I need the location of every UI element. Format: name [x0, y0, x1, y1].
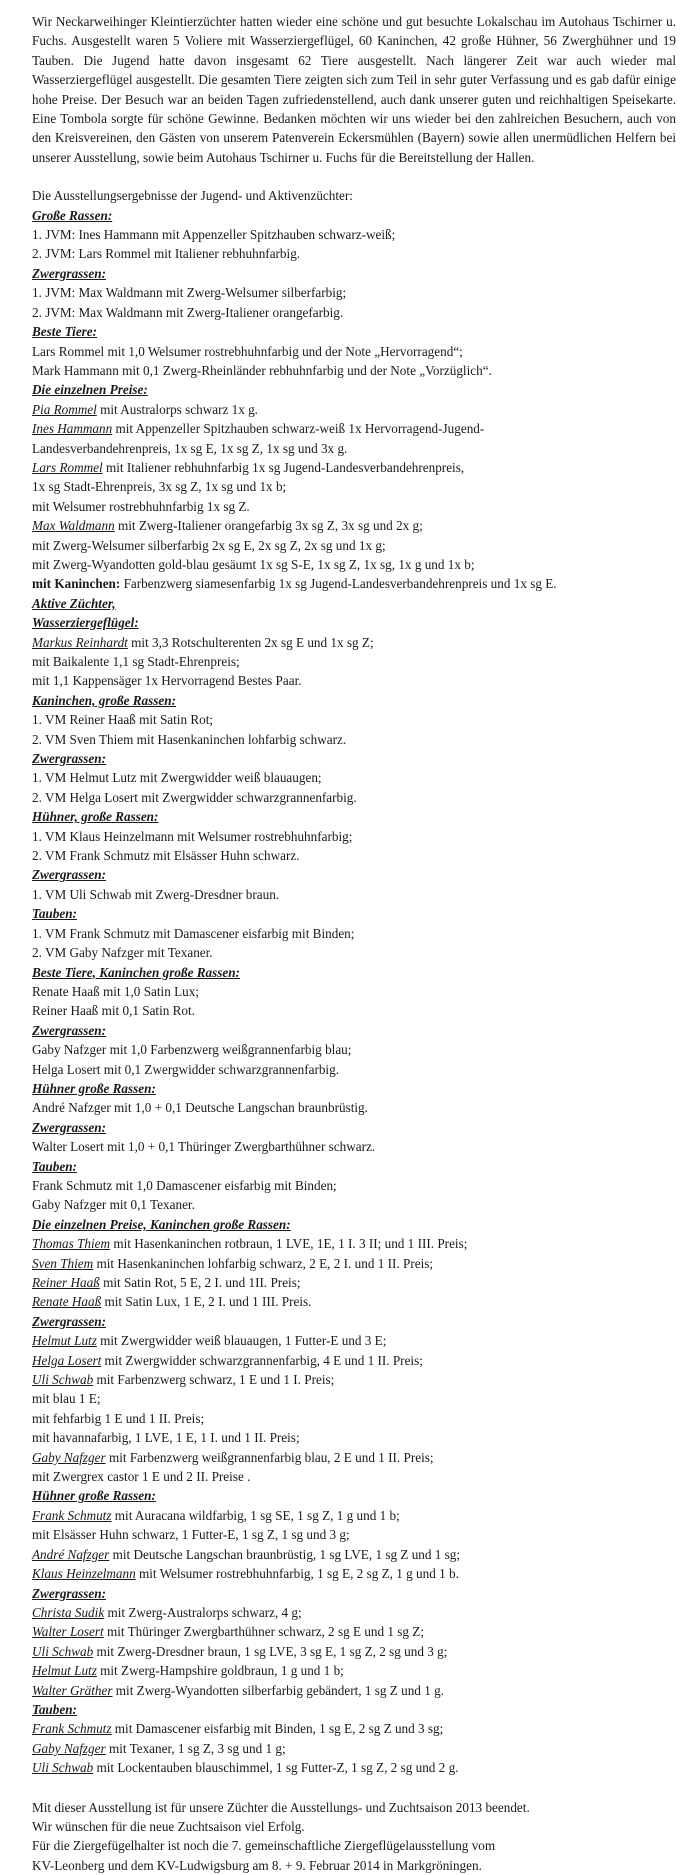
closing-line: Für die Ziergefügelhalter ist noch die 7. gemeinschaftliche Ziergeflügelausstellung vom — [32, 1838, 496, 1854]
breeder-name: Markus Reinhardt — [32, 634, 128, 650]
result-text: Farbenzwerg siamesenfarbig 1x sg Jugend-Landesverbandehrenpreis und 1x sg E. — [120, 576, 557, 592]
section-heading — [32, 865, 676, 884]
result-line — [32, 477, 676, 496]
result-line — [32, 1098, 676, 1117]
result-line — [32, 516, 676, 535]
breeder-name: Gaby Nafzger — [32, 1740, 106, 1756]
section-heading-text: Zwergrassen: — [32, 265, 106, 281]
result-text: mit Elsässer Huhn schwarz, 1 Futter-E, 1 sg Z, 1 sg und 3 g; — [32, 1527, 350, 1543]
result-text: mit Zwerg-Wyandotten gold-blau gesäumt 1x sg S-E, 1x sg Z, 1x sg, 1x g und 1x b; — [32, 556, 475, 572]
closing-section — [32, 1798, 676, 1875]
result-line — [32, 1467, 676, 1486]
result-line — [32, 885, 676, 904]
breeder-name: Klaus Heinzelmann — [32, 1566, 136, 1582]
result-text: mit Zwerg-Italiener orangefarbig 3x sg Z, 3x sg und 2x g; — [114, 518, 423, 534]
result-line — [32, 846, 676, 865]
result-text: 1. VM Reiner Haaß mit Satin Rot; — [32, 712, 214, 728]
result-text: Landesverbandehrenpreis, 1x sg E, 1x sg Z, 1x sg und 3x g. — [32, 440, 348, 456]
result-line — [32, 1040, 676, 1059]
result-text: mit Farbenzwerg schwarz, 1 E und 1 I. Preis; — [93, 1372, 335, 1388]
result-line — [32, 342, 676, 361]
breeder-name: Gaby Nafzger — [32, 1449, 106, 1465]
section-heading-text: Die einzelnen Preise, Kaninchen große Rassen: — [32, 1216, 291, 1232]
section-heading — [32, 1157, 676, 1176]
result-line — [32, 303, 676, 322]
result-text: 1. VM Frank Schmutz mit Damascener eisfarbig mit Binden; — [32, 925, 355, 941]
breeder-name: Christa Sudik — [32, 1604, 105, 1620]
breeder-name: Lars Rommel — [32, 459, 103, 475]
result-text: Gaby Nafzger mit 1,0 Farbenzwerg weißgrannenfarbig blau; — [32, 1042, 352, 1058]
result-text: mit 3,3 Rotschulterenten 2x sg E und 1x sg Z; — [127, 634, 374, 650]
closing-line: Wir wünschen für die neue Zuchtsaison viel Erfolg. — [32, 1818, 305, 1834]
result-line — [32, 1389, 676, 1408]
section-heading — [32, 1021, 676, 1040]
result-text: mit Zwerg-Welsumer silberfarbig 2x sg E, 2x sg Z, 2x sg und 1x g; — [32, 537, 386, 553]
section-heading-text: Zwergrassen: — [32, 1119, 106, 1135]
result-text: Helga Losert mit 0,1 Zwergwidder schwarzgrannenfarbig. — [32, 1061, 339, 1077]
breeder-name: Frank Schmutz — [32, 1721, 112, 1737]
result-line — [32, 730, 676, 749]
section-heading-text: Beste Tiere: — [32, 324, 98, 340]
result-line — [32, 1292, 676, 1311]
section-heading-text: Große Rassen: — [32, 207, 113, 223]
section-heading — [32, 807, 676, 826]
result-line — [32, 400, 676, 419]
result-text: mit Zwergwidder schwarzgrannenfarbig, 4 E und 1 II. Preis; — [101, 1352, 423, 1368]
bold-label: mit Kaninchen: — [32, 576, 121, 592]
result-text: 1. VM Uli Schwab mit Zwerg-Dresdner braun. — [32, 886, 280, 902]
result-text: mit 1,1 Kappensäger 1x Hervorragend Bestes Paar. — [32, 673, 302, 689]
result-line — [32, 1060, 676, 1079]
result-line — [32, 574, 676, 593]
result-text: 2. VM Helga Losert mit Zwergwidder schwarzgrannenfarbig. — [32, 789, 357, 805]
result-text: 1. JVM: Max Waldmann mit Zwerg-Welsumer silberfarbig; — [32, 285, 347, 301]
result-text: mit havannafarbig, 1 LVE, 1 E, 1 I. und 1 II. Preis; — [32, 1430, 300, 1446]
breeder-name: Uli Schwab — [32, 1760, 94, 1776]
result-text: Frank Schmutz mit 1,0 Damascener eisfarbig mit Binden; — [32, 1177, 337, 1193]
section-heading-text: Kaninchen, große Rassen: — [32, 692, 176, 708]
result-text: 2. JVM: Max Waldmann mit Zwerg-Italiener orangefarbig. — [32, 304, 344, 320]
result-text: mit Auracana wildfarbig, 1 sg SE, 1 sg Z, 1 g und 1 b; — [111, 1507, 400, 1523]
result-text: mit Hasenkaninchen lohfarbig schwarz, 2 E, 2 I. und 1 II. Preis; — [93, 1255, 434, 1271]
section-heading — [32, 1700, 676, 1719]
result-text: Renate Haaß mit 1,0 Satin Lux; — [32, 983, 200, 999]
breeder-name: Max Waldmann — [32, 518, 115, 534]
section-heading-text: Zwergrassen: — [32, 751, 106, 767]
result-text: 2. VM Gaby Nafzger mit Texaner. — [32, 945, 213, 961]
result-line — [32, 497, 676, 516]
section-heading — [32, 322, 676, 341]
result-line — [32, 1739, 676, 1758]
closing-line: KV-Leonberg und dem KV-Ludwigsburg am 8. + 9. Februar 2014 in Markgröningen. — [32, 1857, 482, 1873]
result-line — [32, 1719, 676, 1738]
result-line — [32, 943, 676, 962]
result-text: mit Zwerg-Hampshire goldbraun, 1 g und 1 b; — [96, 1663, 344, 1679]
result-line — [32, 1564, 676, 1583]
result-text: mit Thüringer Zwergbarthühner schwarz, 2 sg E und 1 sg Z; — [103, 1624, 425, 1640]
section-heading-text: Tauben: — [32, 1158, 77, 1174]
section-heading-text: Hühner große Rassen: — [32, 1080, 156, 1096]
result-line — [32, 1176, 676, 1195]
result-text: mit Satin Rot, 5 E, 2 I. und 1II. Preis; — [99, 1275, 301, 1290]
result-line — [32, 536, 676, 555]
result-line — [32, 1428, 676, 1447]
result-text: mit Welsumer rostrebhuhnfarbig 1x sg Z. — [32, 498, 250, 514]
result-line — [32, 1506, 676, 1525]
section-heading-text: Tauben: — [32, 1701, 77, 1717]
result-line — [32, 1681, 676, 1700]
result-line — [32, 419, 676, 438]
result-line — [32, 361, 676, 380]
result-line — [32, 1622, 676, 1641]
result-line — [32, 1001, 676, 1020]
breeder-name: Walter Losert — [32, 1624, 104, 1640]
section-heading — [32, 1486, 676, 1505]
breeder-name: Uli Schwab — [32, 1643, 94, 1659]
result-text: mit Hasenkaninchen rotbraun, 1 LVE, 1E, 1 I. 3 II; und 1 III. Preis; — [110, 1236, 468, 1252]
result-line — [32, 788, 676, 807]
section-heading-text: Wasserziergeflügel: — [32, 615, 139, 631]
result-text: mit Baikalente 1,1 sg Stadt-Ehrenpreis; — [32, 654, 240, 669]
section-heading — [32, 206, 676, 225]
section-heading-text: Zwergrassen: — [32, 1585, 106, 1601]
result-line — [32, 225, 676, 244]
breeder-name: Frank Schmutz — [32, 1507, 112, 1523]
result-text: 1. VM Klaus Heinzelmann mit Welsumer rostrebhuhnfarbig; — [32, 828, 353, 844]
result-line — [32, 652, 676, 671]
result-line — [32, 827, 676, 846]
result-text: 2. VM Frank Schmutz mit Elsässer Huhn schwarz. — [32, 848, 300, 864]
result-line — [32, 671, 676, 690]
result-line — [32, 1525, 676, 1544]
section-heading — [32, 749, 676, 768]
result-line — [32, 1351, 676, 1370]
result-line — [32, 555, 676, 574]
result-line — [32, 283, 676, 302]
section-heading-text: Zwergrassen: — [32, 1022, 106, 1038]
breeder-name: Pia Rommel — [32, 401, 97, 417]
result-line — [32, 1273, 676, 1292]
section-heading — [32, 264, 676, 283]
result-text: mit Australorps schwarz 1x g. — [96, 401, 258, 417]
intro-paragraph: Wir Neckarweihinger Kleintierzüchter hatten wieder eine schöne und gut besuchte Lokalschau im Autohaus Tschirner u. Fuchs. Ausgestellt waren 5 Voliere mit Wasserziergeflügel, 60 Kaninchen, 42 große Hühner, 56 Zwerghühner und 19 Tauben. Die Jugend hatte davon insgesamt 62 Tiere ausgestellt. Nach längerer Zeit war auch wieder mal Wasserziergeflügel ausgestellt. Die gesamten Tiere zeigten sich zum Teil in sehr guter Verfassung und es gab dafür einige hohe Preise. Der Besuch war an beiden Tagen zufriedenstellend, auch dank unserer guten und reichhaltigen Speisekarte. Eine Tombola sorgte für schöne Gewinne. Bedanken möchten wir uns wieder bei den zahlreichen Besuchern, auch von den Kreisvereinen, den Gästen von unserem Patenverein Eckersmühlen (Bayern) sowie allen unermüdlichen Helfern bei unserer Ausstellung, sowie beim Autohaus Tschirner u. Fuchs für die Bereitstellung der Hallen. — [32, 14, 676, 165]
result-text: Mark Hammann mit 0,1 Zwerg-Rheinländer rebhuhnfarbig und der Note „Vorzüglich“. — [32, 362, 492, 378]
breeder-name: André Nafzger — [32, 1546, 110, 1562]
result-text: mit Appenzeller Spitzhauben schwarz-weiß 1x Hervorragend-Jugend- — [112, 421, 485, 437]
result-line — [32, 1370, 676, 1389]
section-heading — [32, 1584, 676, 1603]
breeder-name: Thomas Thiem — [32, 1236, 111, 1252]
result-text: mit Deutsche Langschan braunbrüstig, 1 sg LVE, 1 sg Z und 1 sg; — [109, 1546, 461, 1562]
result-text: André Nafzger mit 1,0 + 0,1 Deutsche Langschan braunbrüstig. — [32, 1100, 368, 1116]
result-text: Walter Losert mit 1,0 + 0,1 Thüringer Zwergbarthühner schwarz. — [32, 1139, 376, 1155]
result-text: mit Farbenzwerg weißgrannenfarbig blau, 2 E und 1 II. Preis; — [105, 1449, 434, 1465]
result-text: 2. VM Sven Thiem mit Hasenkaninchen lohfarbig schwarz. — [32, 731, 347, 747]
result-line — [32, 458, 676, 477]
section-heading-text: Hühner große Rassen: — [32, 1488, 156, 1504]
breeder-name: Helmut Lutz — [32, 1333, 97, 1349]
breeder-name: Helmut Lutz — [32, 1663, 97, 1679]
result-line — [32, 1603, 676, 1622]
result-line — [32, 1758, 676, 1777]
result-text: Reiner Haaß mit 0,1 Satin Rot. — [32, 1003, 195, 1019]
result-line — [32, 982, 676, 1001]
section-heading-text: Die einzelnen Preise: — [32, 382, 148, 398]
result-text: mit Satin Lux, 1 E, 2 I. und 1 III. Preis. — [101, 1294, 312, 1310]
section-heading — [32, 691, 676, 710]
section-heading — [32, 1118, 676, 1137]
breeder-name: Ines Hammann — [32, 421, 113, 437]
result-text: mit Texaner, 1 sg Z, 3 sg und 1 g; — [105, 1740, 286, 1756]
result-text: mit Lockentauben blauschimmel, 1 sg Futter-Z, 1 sg Z, 2 sg und 2 g. — [93, 1760, 459, 1776]
result-text: mit Italiener rebhuhnfarbig 1x sg Jugend-Landesverbandehrenpreis, — [102, 459, 465, 475]
section-heading-text: Zwergrassen: — [32, 867, 106, 883]
section-heading — [32, 904, 676, 923]
result-text: Gaby Nafzger mit 0,1 Texaner. — [32, 1197, 195, 1213]
result-line — [32, 1545, 676, 1564]
breeder-name: Sven Thiem — [32, 1255, 94, 1271]
breeder-name: Renate Haaß — [32, 1294, 102, 1310]
breeder-name: Reiner Haaß — [32, 1275, 100, 1290]
result-line — [32, 1195, 676, 1214]
section-heading — [32, 613, 676, 632]
section-heading-text: Hühner, große Rassen: — [32, 809, 159, 825]
result-text: 1. JVM: Ines Hammann mit Appenzeller Spitzhauben schwarz-weiß; — [32, 227, 396, 243]
result-line — [32, 768, 676, 787]
result-line — [32, 244, 676, 263]
result-line — [32, 1234, 676, 1253]
result-text: 1. VM Helmut Lutz mit Zwergwidder weiß blauaugen; — [32, 770, 322, 786]
section-heading — [32, 1079, 676, 1098]
section-heading — [32, 963, 676, 982]
breeder-name: Walter Gräther — [32, 1682, 113, 1698]
result-text: mit Zwergwidder weiß blauaugen, 1 Futter-E und 3 E; — [96, 1333, 387, 1349]
result-text: mit Damascener eisfarbig mit Binden, 1 sg E, 2 sg Z und 3 sg; — [111, 1721, 444, 1737]
section-heading — [32, 380, 676, 399]
result-line — [32, 924, 676, 943]
result-line — [32, 1448, 676, 1467]
result-line — [32, 439, 676, 458]
result-line — [32, 633, 676, 652]
result-text: 1x sg Stadt-Ehrenpreis, 3x sg Z, 1x sg und 1x b; — [32, 479, 287, 495]
result-text: mit Zwerg-Wyandotten silberfarbig gebändert, 1 sg Z und 1 g. — [112, 1682, 444, 1698]
section-heading — [32, 1312, 676, 1331]
result-line — [32, 710, 676, 729]
result-text: mit blau 1 E; — [32, 1391, 101, 1407]
section-heading-text: Aktive Züchter, — [32, 595, 116, 611]
result-text: mit Welsumer rostrebhuhnfarbig, 1 sg E, 2 sg Z, 1 g und 1 b. — [135, 1566, 459, 1582]
result-text: mit Zwerg-Dresdner braun, 1 sg LVE, 3 sg E, 1 sg Z, 2 sg und 3 g; — [93, 1643, 448, 1659]
result-line — [32, 1642, 676, 1661]
result-text: mit Zwerg-Australorps schwarz, 4 g; — [104, 1604, 302, 1620]
closing-line: Mit dieser Ausstellung ist für unsere Züchter die Ausstellungs- und Zuchtsaison 2013 beendet. — [32, 1799, 530, 1815]
breeder-name: Uli Schwab — [32, 1372, 94, 1388]
section-heading-text: Zwergrassen: — [32, 1313, 106, 1329]
result-line — [32, 1331, 676, 1350]
results-section — [32, 186, 676, 1777]
section-heading — [32, 1215, 676, 1234]
result-text: Lars Rommel mit 1,0 Welsumer rostrebhuhnfarbig und der Note „Hervorragend“; — [32, 343, 463, 359]
results-intro: Die Ausstellungsergebnisse der Jugend- und Aktivenzüchter: — [32, 188, 353, 204]
result-line — [32, 1661, 676, 1680]
result-text: mit fehfarbig 1 E und 1 II. Preis; — [32, 1410, 205, 1426]
section-heading-text: Beste Tiere, Kaninchen große Rassen: — [32, 964, 240, 980]
results-list — [32, 206, 676, 1778]
result-line — [32, 1137, 676, 1156]
section-heading-text: Tauben: — [32, 906, 77, 922]
result-line — [32, 1409, 676, 1428]
result-text: 2. JVM: Lars Rommel mit Italiener rebhuhnfarbig. — [32, 246, 301, 262]
breeder-name: Helga Losert — [32, 1352, 102, 1368]
result-line — [32, 1254, 676, 1273]
section-heading — [32, 594, 676, 613]
result-text: mit Zwergrex castor 1 E und 2 II. Preise . — [32, 1469, 251, 1485]
